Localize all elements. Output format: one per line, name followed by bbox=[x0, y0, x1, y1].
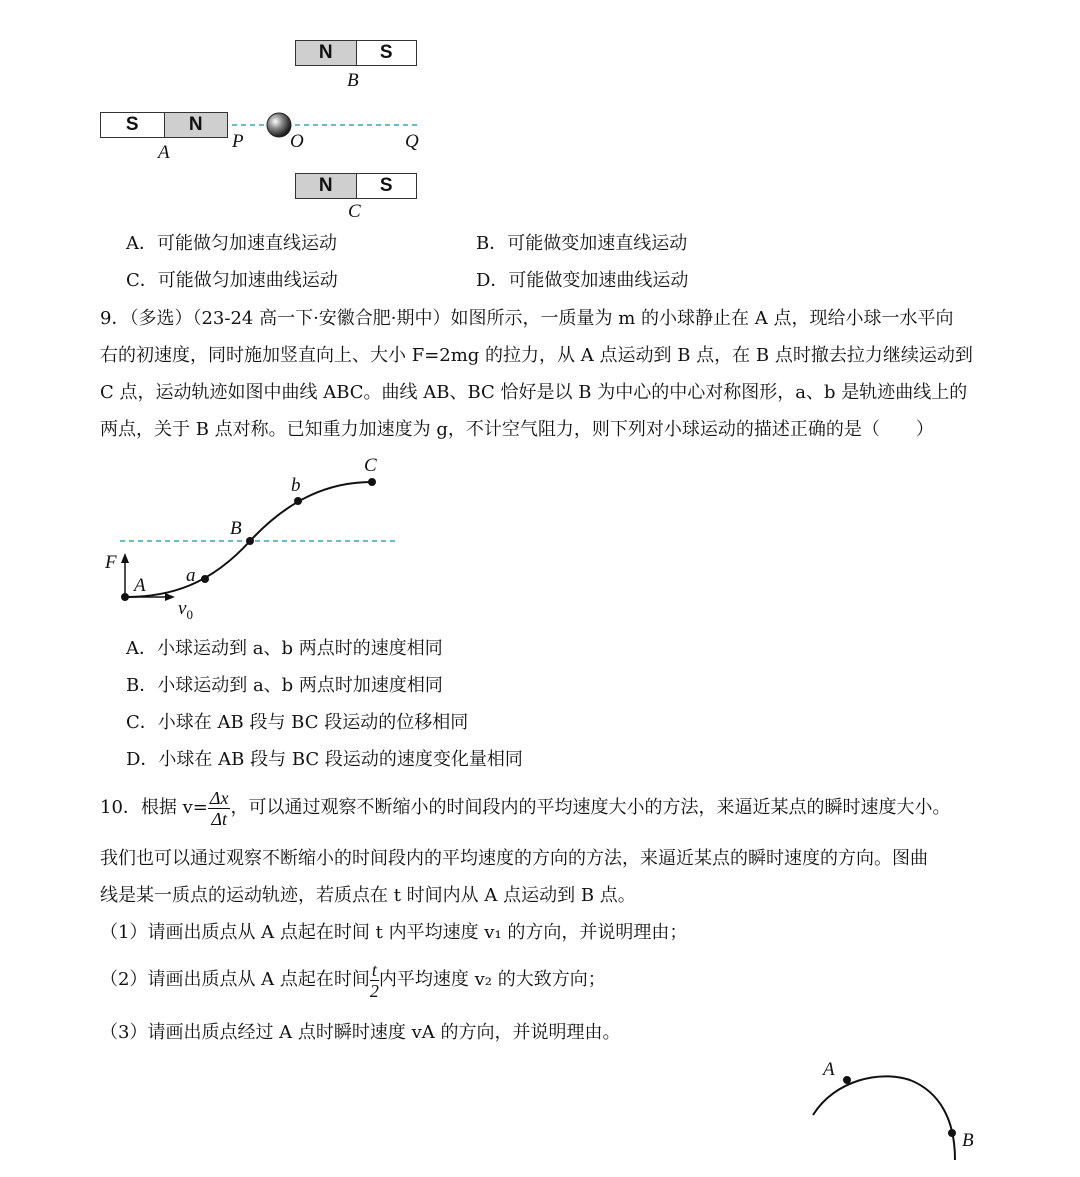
magnet-c-label: C bbox=[348, 201, 361, 222]
magnet-c-pole-left: N bbox=[296, 174, 356, 198]
steel-ball bbox=[267, 113, 291, 137]
point-small-b-dot bbox=[294, 497, 302, 505]
trajectory-figure bbox=[0, 440, 500, 630]
q9-stem-line-3: C 点，运动轨迹如图中曲线 ABC。曲线 AB、BC 恰好是以 B 为中心的中心对称图形，a、b 是轨迹曲线上的 bbox=[100, 382, 968, 403]
magnet-c-pole-right: S bbox=[356, 174, 417, 198]
magnet-b-pole-left: N bbox=[296, 41, 356, 65]
fraction-numerator: Δx bbox=[209, 787, 229, 808]
q8-option-a: A．可能做匀加速直线运动 bbox=[126, 233, 337, 254]
fig10-label-a: A bbox=[823, 1059, 835, 1080]
magnet-a-pole-right: N bbox=[164, 113, 228, 137]
q10-stem-line-3: 线是某一质点的运动轨迹，若质点在 t 时间内从 A 点运动到 B 点。 bbox=[100, 885, 636, 906]
point-p-label: P bbox=[232, 131, 244, 152]
v0-base: v bbox=[178, 598, 187, 619]
arc-curve bbox=[813, 1076, 955, 1160]
point-a-dot bbox=[121, 593, 129, 601]
v0-subscript: 0 bbox=[186, 606, 193, 622]
point-q-label: Q bbox=[405, 131, 419, 152]
magnet-a-label: A bbox=[158, 142, 170, 163]
q9-stem-line-1: 9．（多选）（23-24 高一下·安徽合肥·期中）如图所示，一质量为 m 的小球静止在 A 点，现给小球一水平向 bbox=[100, 308, 954, 329]
arc-point-b-dot bbox=[948, 1129, 956, 1137]
q10-sub-1: （1）请画出质点从 A 点起在时间 t 内平均速度 v₁ 的方向，并说明理由； bbox=[100, 922, 688, 943]
q8-option-b: B．可能做变加速直线运动 bbox=[476, 233, 688, 254]
q10-sub2-pre: （2）请画出质点从 A 点起在时间 bbox=[100, 969, 370, 990]
fig9-label-a: A bbox=[134, 575, 146, 596]
q9-option-a: A．小球运动到 a、b 两点时的速度相同 bbox=[126, 638, 443, 659]
fig9-label-b: B bbox=[230, 518, 242, 539]
point-b-dot bbox=[246, 537, 254, 545]
fraction-denominator: Δt bbox=[211, 808, 227, 829]
q8-option-d: D．可能做变加速曲线运动 bbox=[476, 270, 689, 291]
q9-stem-line-4: 两点，关于 B 点对称。已知重力加速度为 g，不计空气阻力，则下列对小球运动的描述正确的是（ ） bbox=[100, 419, 934, 440]
magnet-field-figure bbox=[0, 0, 1080, 230]
q10-sub-2 bbox=[100, 958, 606, 1002]
magnet-c bbox=[295, 173, 417, 199]
fig10-label-b: B bbox=[962, 1130, 974, 1151]
q10-stem-line-2: 我们也可以通过观察不断缩小的时间段内的平均速度的方向的方法，来逼近某点的瞬时速度的方向。图曲 bbox=[100, 848, 928, 869]
q8-option-c: C．可能做匀加速曲线运动 bbox=[126, 270, 338, 291]
q10-stem-line-1 bbox=[100, 786, 950, 830]
velocity-arrow-head bbox=[165, 593, 175, 601]
half-t-fraction bbox=[370, 960, 379, 1001]
fig9-label-f: F bbox=[105, 552, 117, 573]
magnet-b-pole-right: S bbox=[356, 41, 417, 65]
q10-sub2-post: 内平均速度 v₂ 的大致方向； bbox=[378, 969, 606, 990]
arc-point-a-dot bbox=[843, 1076, 851, 1084]
fig9-label-v0 bbox=[178, 598, 193, 623]
q10-lead: 10．根据 v= bbox=[100, 797, 208, 818]
magnet-a-pole-left: S bbox=[125, 114, 139, 135]
point-o-label: O bbox=[290, 131, 304, 152]
q9-stem-line-2: 右的初速度，同时施加竖直向上、大小 F=2mg 的拉力，从 A 点运动到 B 点，在 B 点时撤去拉力继续运动到 bbox=[100, 345, 973, 366]
force-arrow-head bbox=[121, 553, 129, 563]
point-small-a-dot bbox=[201, 575, 209, 583]
velocity-fraction bbox=[208, 788, 231, 829]
fig9-label-c: C bbox=[364, 455, 377, 476]
q10-line1-rest: ，可以通过观察不断缩小的时间段内的平均速度大小的方法，来逼近某点的瞬时速度大小。 bbox=[230, 797, 951, 818]
half-t-denominator: 2 bbox=[369, 980, 379, 1001]
q9-option-c: C．小球在 AB 段与 BC 段运动的位移相同 bbox=[126, 712, 469, 733]
fig9-label-small-a: a bbox=[186, 565, 196, 586]
point-c-dot bbox=[368, 478, 376, 486]
q9-option-b: B．小球运动到 a、b 两点时加速度相同 bbox=[126, 675, 443, 696]
magnet-b-label: B bbox=[347, 70, 359, 91]
q9-option-d: D．小球在 AB 段与 BC 段运动的速度变化量相同 bbox=[126, 749, 523, 770]
fig9-label-small-b: b bbox=[291, 475, 301, 496]
half-t-numerator: t bbox=[371, 959, 377, 980]
q10-sub-3: （3）请画出质点经过 A 点时瞬时速度 vA 的方向，并说明理由。 bbox=[100, 1022, 621, 1043]
